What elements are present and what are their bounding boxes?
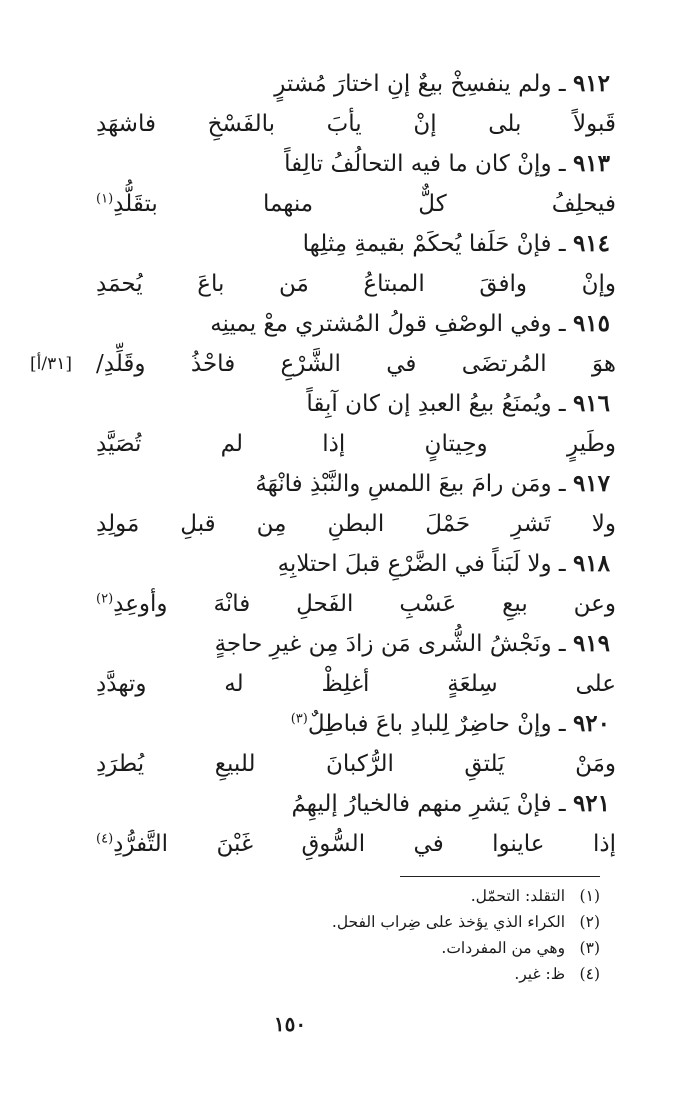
verse-914-first-hemistich: ٩١٤ ـ فإنْ حَلَفا يُحكَمْ بقيمةِ مِثلِها <box>302 230 610 257</box>
footnote-4 <box>514 962 600 986</box>
verse-920-second-hemistich <box>96 744 616 784</box>
footnote-1 <box>471 884 600 908</box>
hemistich-text: فيحلِفُ كلٌّ منهما بتقَلُّدِ <box>113 191 616 217</box>
hemistich-text: ونَجْشُ الشُّرى مَن زادَ مِن غيرِ حاجةٍ <box>214 631 552 657</box>
hemistich-text: على سِلعَةٍ أغلِظْ له وتهدَّدِ <box>96 671 616 697</box>
hemistich-text: ولا لَبَناً في الضَّرْعِ قبلَ احتلابِهِ <box>277 551 552 577</box>
footnote-text: التقلد: التحمّل. <box>470 887 566 905</box>
hemistich-text: ولم ينفسِخْ بيعٌ إنِ اختارَ مُشترٍ <box>274 71 552 97</box>
verse-915-second-hemistich <box>96 344 616 384</box>
footnote-text: ظ: غير. <box>514 965 566 983</box>
hemistich-text: ومَنْ يَلتقِ الرُّكبانَ للبيعِ يُطرَدِ <box>96 751 616 777</box>
verse-917-first-hemistich: ٩١٧ ـ ومَن رامَ بيعَ اللمسِ والنَّبْذِ فانْهَهُ <box>255 470 610 497</box>
verse-919-first-hemistich: ٩١٩ ـ ونَجْشُ الشُّرى مَن زادَ مِن غيرِ حاجةٍ <box>214 630 610 657</box>
footnote-number: (١) <box>579 887 600 905</box>
hemistich-text: وطَيرٍ وحِيتانٍ إذا لم تُصَيَّدِ <box>96 431 616 457</box>
verse-number: ٩١٥ <box>572 310 610 337</box>
footnote-number: (٤) <box>579 965 600 983</box>
footnote-text: وهي من المفردات. <box>441 939 566 957</box>
footnote-number: (٣) <box>579 939 600 957</box>
verse-914-second-hemistich <box>96 264 616 304</box>
hemistich-text: ويُمنَعُ بيعُ العبدِ إن كان آبِقاً <box>306 391 552 417</box>
verse-916-second-hemistich <box>96 424 616 464</box>
verse-number: ٩١٤ <box>572 230 610 257</box>
hemistich-text: وإنْ كان ما فيه التحالُفُ تالِفاً <box>284 151 552 177</box>
verse-number: ٩٢١ <box>572 790 610 817</box>
footnote-separator <box>400 876 600 877</box>
footnote-ref[interactable]: (١) <box>96 191 114 207</box>
verse-number: ٩١٩ <box>572 630 610 657</box>
hemistich-text: إذا عاينوا في السُّوقِ غَبْنَ التَّفرُّدِ <box>113 831 616 857</box>
footnote-ref[interactable]: (٣) <box>290 711 308 727</box>
verse-919-second-hemistich <box>96 664 616 704</box>
verse-number: ٩١٨ <box>572 550 610 577</box>
footnote-3 <box>441 936 600 960</box>
hemistich-text: وفي الوصْفِ قولُ المُشتري معْ يمينِه <box>210 311 552 337</box>
manuscript-folio-note: [٣١/أ] <box>30 354 72 374</box>
hemistich-text: وإنْ وافقَ المبتاعُ مَن باعَ يُحمَدِ <box>96 271 616 297</box>
footnote-text: الكراء الذي يؤخذ على ضِراب الفحل. <box>331 913 566 931</box>
hemistich-text: فإنْ حَلَفا يُحكَمْ بقيمةِ مِثلِها <box>302 231 552 257</box>
verse-918-second-hemistich <box>96 584 616 624</box>
verse-916-first-hemistich: ٩١٦ ـ ويُمنَعُ بيعُ العبدِ إن كان آبِقاً <box>306 390 610 417</box>
verse-918-first-hemistich: ٩١٨ ـ ولا لَبَناً في الضَّرْعِ قبلَ احتلابِهِ <box>277 550 610 577</box>
hemistich-text: وعن بيعِ عَسْبِ الفَحلِ فانْهَ وأوعِدِ <box>113 591 616 617</box>
footnote-ref[interactable]: (٤) <box>96 831 114 847</box>
hemistich-text: فإنْ يَشرِ منهم فالخيارُ إليهِمُ <box>291 791 552 817</box>
hemistich-text: ومَن رامَ بيعَ اللمسِ والنَّبْذِ فانْهَهُ <box>255 471 552 497</box>
verse-921-first-hemistich: ٩٢١ ـ فإنْ يَشرِ منهم فالخيارُ إليهِمُ <box>291 790 610 817</box>
page-number: ١٥٠ <box>273 1012 307 1036</box>
hemistich-text: وإنْ حاضِرٌ لِلبادِ باعَ فباطِلٌ <box>307 711 552 737</box>
verse-912-first-hemistich: ٩١٢ ـ ولم ينفسِخْ بيعٌ إنِ اختارَ مُشترٍ <box>274 70 610 97</box>
verse-number: ٩١٣ <box>572 150 610 177</box>
footnote-2 <box>332 910 600 934</box>
verse-number: ٩١٧ <box>572 470 610 497</box>
hemistich-text: قَبولاً بلى إنْ يأبَ بالفَسْخِ فاشهَدِ <box>96 111 616 137</box>
footnote-number: (٢) <box>579 913 600 931</box>
verse-921-second-hemistich <box>96 824 616 864</box>
verse-912-second-hemistich <box>96 104 616 144</box>
verse-number: ٩١٦ <box>572 390 610 417</box>
verse-913-second-hemistich <box>96 184 616 224</box>
footnote-ref[interactable]: (٢) <box>96 591 114 607</box>
verse-915-first-hemistich: ٩١٥ ـ وفي الوصْفِ قولُ المُشتري معْ يمينِه <box>210 310 610 337</box>
verse-920-first-hemistich: ٩٢٠ ـ وإنْ حاضِرٌ لِلبادِ باعَ فباطِلٌ$^{(٣)}$ <box>290 710 610 737</box>
verse-917-second-hemistich <box>96 504 616 544</box>
verse-number: ٩١٢ <box>572 70 610 97</box>
verse-number: ٩٢٠ <box>572 710 610 737</box>
hemistich-text: هوَ المُرتضَى في الشَّرْعِ فاحْذُ وقَلِّدِ/ <box>96 351 616 377</box>
hemistich-text: ولا تَشرِ حَمْلَ البطنِ مِن قبلِ مَولِدِ <box>96 511 616 537</box>
verse-913-first-hemistich: ٩١٣ ـ وإنْ كان ما فيه التحالُفُ تالِفاً <box>284 150 610 177</box>
